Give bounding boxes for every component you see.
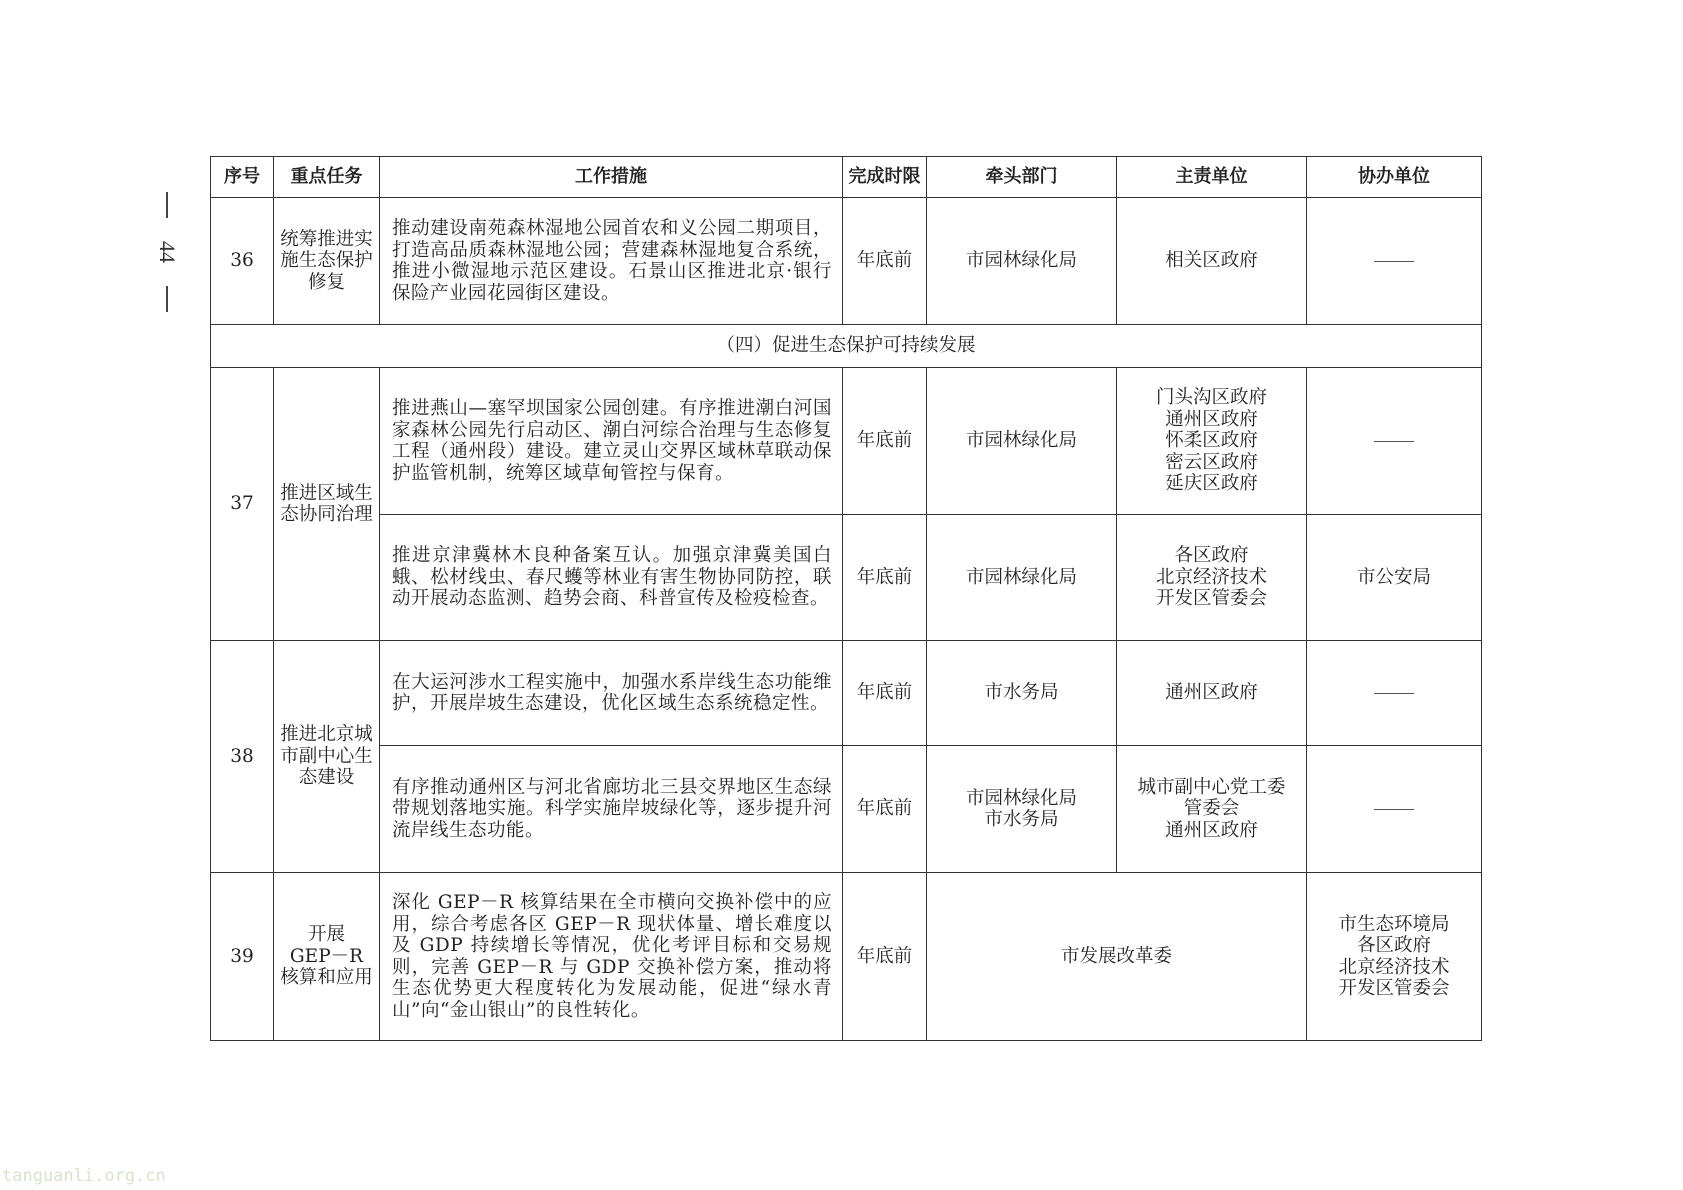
row-lead bbox=[927, 641, 1117, 746]
row-assist bbox=[1307, 746, 1482, 873]
row-assist: 市公安局 bbox=[1307, 515, 1482, 641]
row-task: 统筹推进实施生态保护修复 bbox=[274, 198, 380, 325]
page-number-dash bbox=[166, 286, 168, 312]
header-measure: 工作措施 bbox=[380, 157, 843, 198]
row-deadline: 年底前 bbox=[843, 746, 927, 873]
header-task: 重点任务 bbox=[274, 157, 380, 198]
row-measure: 深化 GEP－R 核算结果在全市横向交换补偿中的应用，综合考虑各区 GEP－R 现状体量、增长难度以及 GDP 持续增长等情况，优化考评目标和交易规则，完善 GEP－R 与 GDP 交换补偿方案，推动将生态优势更大程度转化为发展动能，促进“绿水青山”向“金山银山”的良性转化。 bbox=[380, 873, 843, 1041]
table-row bbox=[211, 198, 1482, 325]
row-deadline: 年底前 bbox=[843, 515, 927, 641]
task-line: 核算和应用 bbox=[280, 967, 373, 989]
main-unit: 怀柔区政府 bbox=[1165, 430, 1258, 452]
table-row bbox=[211, 368, 1482, 515]
row-measure: 在大运河涉水工程实施中，加强水系岸线生态功能维护，开展岸坡生态建设，优化区域生态系统稳定性。 bbox=[380, 641, 843, 746]
assist-unit: 市生态环境局 bbox=[1338, 913, 1450, 935]
none-dash bbox=[1374, 809, 1414, 810]
row-lead: 市园林绿化局 bbox=[927, 198, 1117, 325]
table-row bbox=[211, 515, 1482, 641]
watermark: tanguanli.org.cn bbox=[2, 1166, 166, 1186]
lead-unit: 市园林绿化局 bbox=[965, 787, 1077, 809]
row-lead: 市园林绿化局 bbox=[927, 368, 1117, 515]
page-number-dash bbox=[166, 192, 168, 218]
row-deadline: 年底前 bbox=[843, 368, 927, 515]
task-line: 开展 bbox=[307, 924, 345, 946]
row-task: 推进区域生态协同治理 bbox=[274, 368, 380, 641]
main-unit: 相关区政府 bbox=[1165, 250, 1258, 272]
section-row bbox=[211, 325, 1482, 368]
row-measure: 推进燕山—塞罕坝国家公园创建。有序推进潮白河国家森林公园先行启动区、潮白河综合治理与生态修复工程（通州段）建设。建立灵山交界区域林草联动保护监管机制，统筹区域草甸管控与保育。 bbox=[380, 368, 843, 515]
row-task: 推进北京城市副中心生态建设 bbox=[274, 641, 380, 873]
row-main bbox=[1117, 368, 1307, 515]
main-unit: 管委会 bbox=[1183, 798, 1240, 820]
row-no: 37 bbox=[211, 368, 274, 641]
table-row bbox=[211, 641, 1482, 746]
section-title: （四）促进生态保护可持续发展 bbox=[211, 325, 1482, 368]
main-unit: 各区政府 bbox=[1174, 545, 1249, 567]
row-main bbox=[1117, 746, 1307, 873]
row-deadline: 年底前 bbox=[843, 641, 927, 746]
header-main: 主责单位 bbox=[1117, 157, 1307, 198]
row-task bbox=[274, 873, 380, 1041]
assist-unit: 开发区管委会 bbox=[1338, 978, 1450, 999]
row-main bbox=[1117, 641, 1307, 746]
assist-unit: 北京经济技术 bbox=[1338, 956, 1450, 978]
row-no: 36 bbox=[211, 198, 274, 325]
row-deadline: 年底前 bbox=[843, 873, 927, 1041]
row-measure: 有序推动通州区与河北省廊坊北三县交界地区生态绿带规划落地实施。科学实施岸坡绿化等，逐步提升河流岸线生态功能。 bbox=[380, 746, 843, 873]
row-assist bbox=[1307, 368, 1482, 515]
none-dash bbox=[1374, 261, 1414, 262]
row-assist bbox=[1307, 641, 1482, 746]
main-unit: 开发区管委会 bbox=[1155, 588, 1267, 610]
table-row bbox=[211, 746, 1482, 873]
page-number-text: 44 bbox=[155, 241, 180, 263]
header-no: 序号 bbox=[211, 157, 274, 198]
task-line: GEP－R bbox=[289, 945, 364, 967]
task-table bbox=[210, 156, 1482, 1041]
row-no: 38 bbox=[211, 641, 274, 873]
main-unit: 城市副中心党工委 bbox=[1137, 776, 1286, 798]
main-unit: 通州区政府 bbox=[1165, 408, 1258, 430]
row-measure: 推进京津冀林木良种备案互认。加强京津冀美国白蛾、松材线虫、春尺蠖等林业有害生物协同防控，联动开展动态监测、趋势会商、科普宣传及检疫检查。 bbox=[380, 515, 843, 641]
header-deadline: 完成时限 bbox=[843, 157, 927, 198]
main-unit: 通州区政府 bbox=[1165, 819, 1258, 841]
header-assist: 协办单位 bbox=[1307, 157, 1482, 198]
main-unit: 门头沟区政府 bbox=[1155, 387, 1267, 409]
row-assist bbox=[1307, 873, 1482, 1041]
table-row bbox=[211, 873, 1482, 1041]
main-unit: 延庆区政府 bbox=[1165, 473, 1258, 495]
row-deadline: 年底前 bbox=[843, 198, 927, 325]
main-unit: 通州区政府 bbox=[1165, 682, 1258, 704]
row-assist bbox=[1307, 198, 1482, 325]
assist-unit: 各区政府 bbox=[1356, 935, 1431, 956]
main-unit: 北京经济技术 bbox=[1155, 566, 1267, 588]
main-unit: 密云区政府 bbox=[1165, 451, 1258, 473]
row-main bbox=[1117, 515, 1307, 641]
row-lead-main: 市发展改革委 bbox=[927, 873, 1307, 1041]
none-dash bbox=[1374, 693, 1414, 694]
header-lead: 牵头部门 bbox=[927, 157, 1117, 198]
row-main bbox=[1117, 198, 1307, 325]
lead-unit: 市水务局 bbox=[984, 809, 1059, 830]
row-no: 39 bbox=[211, 873, 274, 1041]
header-row bbox=[211, 157, 1482, 198]
lead-unit: 市水务局 bbox=[984, 682, 1059, 704]
row-measure: 推动建设南苑森林湿地公园首农和义公园二期项目，打造高品质森林湿地公园；营建森林湿地复合系统，推进小微湿地示范区建设。石景山区推进北京·银行保险产业园花园街区建设。 bbox=[380, 198, 843, 325]
none-dash bbox=[1374, 441, 1414, 442]
row-lead: 市园林绿化局 bbox=[927, 515, 1117, 641]
page-number bbox=[152, 192, 182, 312]
row-lead bbox=[927, 746, 1117, 873]
